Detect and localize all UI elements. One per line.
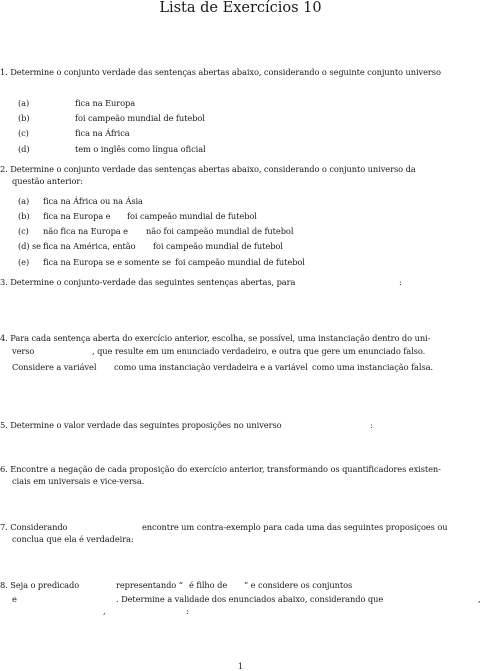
page-title: Lista de Exercícios 10 (159, 0, 322, 16)
q2-item-e-label: (e) (18, 257, 30, 267)
q2-item-b-part-1: fica na Europa e (43, 211, 111, 221)
question-8-line-2b: . Determine a validade dos enunciados abaixo, considerando que (116, 594, 384, 604)
q1-item-a-label: (a) (18, 98, 30, 108)
question-4-line-2b: , que resulte em um enunciado verdadeiro, e outra que gere um enunciado falso. (92, 346, 426, 356)
question-8-line-1d: ” e considere os conjuntos (244, 580, 353, 590)
question-5-text: 5. Determine o valor verdade das seguintes proposições no universo (0, 420, 282, 430)
question-3-text: 3. Determine o conjunto-verdade das seguintes sentenças abertas, para (0, 277, 296, 287)
q2-item-d-label: (d) se (18, 241, 41, 251)
question-7-line-2: conclua que ela é verdadeira: (12, 534, 134, 544)
question-8-line-3a: , (103, 606, 106, 616)
question-5-colon: : (370, 420, 373, 430)
question-8-line-1b: representando “ (116, 580, 183, 590)
question-8-line-1a: 8. Seja o predicado (0, 580, 80, 590)
question-4-line-3b: como uma instanciação verdadeira e a variável (114, 362, 308, 372)
q2-item-c-part-2: não foi campeão mundial de futebol (146, 226, 294, 236)
question-6-line-2: ciais em universais e vice-versa. (12, 476, 145, 486)
question-2-line-1: 2. Determine o conjunto verdade das sentenças abertas abaixo, considerando o conjunto universo da (0, 164, 416, 174)
q2-item-c-label: (c) (18, 226, 29, 236)
q2-item-d-part-1: fica na América, então (43, 241, 136, 251)
question-7-line-1b: encontre um contra-exemplo para cada uma das seguintes proposiçoes ou (142, 522, 448, 532)
question-4-line-3a: Considere a variável (12, 362, 97, 372)
q2-item-c-part-1: não fica na Europa e (43, 226, 128, 236)
q1-item-c-text: fica na África (75, 128, 130, 138)
q1-item-d-label: (d) (18, 144, 30, 154)
q2-item-d-part-2: foi campeão mundial de futebol (153, 241, 283, 251)
question-8-line-2a: e (12, 594, 17, 604)
question-4-line-3c: como uma instanciação falsa. (312, 362, 434, 372)
q2-item-b-label: (b) (18, 211, 30, 221)
page-number: 1 (237, 661, 244, 671)
q2-item-e-part-1: fica na Europa se e somente se (43, 257, 171, 267)
question-2-line-2: questão anterior: (12, 176, 83, 186)
q1-item-b-label: (b) (18, 113, 30, 123)
q2-item-a-text: fica na África ou na Ásia (43, 196, 143, 206)
q2-item-b-part-2: foi campeão mundial de futebol (127, 211, 257, 221)
question-1-text: 1. Determine o conjunto verdade das sentenças abertas abaixo, considerando o seguinte conjunto universo (0, 67, 441, 77)
q2-item-a-label: (a) (18, 196, 30, 206)
question-4-line-1: 4. Para cada sentença aberta do exercício anterior, escolha, se possível, uma instanciação dentro do uni- (0, 333, 431, 343)
question-8-line-2c: , (478, 594, 481, 604)
question-3-colon: : (399, 277, 402, 287)
q1-item-b-text: foi campeão mundial de futebol (75, 113, 205, 123)
question-8-line-3b: : (186, 606, 189, 616)
q2-item-e-part-2: foi campeão mundial de futebol (175, 257, 305, 267)
question-4-line-2a: verso (12, 346, 35, 356)
q1-item-a-text: fica na Europa (75, 98, 136, 108)
question-6-line-1: 6. Encontre a negação de cada proposição do exercício anterior, transformando os quantificadores existen- (0, 464, 441, 474)
question-7-line-1a: 7. Considerando (0, 522, 68, 532)
question-8-line-1c: é filho de (189, 580, 228, 590)
q1-item-c-label: (c) (18, 128, 29, 138)
q1-item-d-text: tem o inglês como língua oficial (75, 144, 206, 154)
